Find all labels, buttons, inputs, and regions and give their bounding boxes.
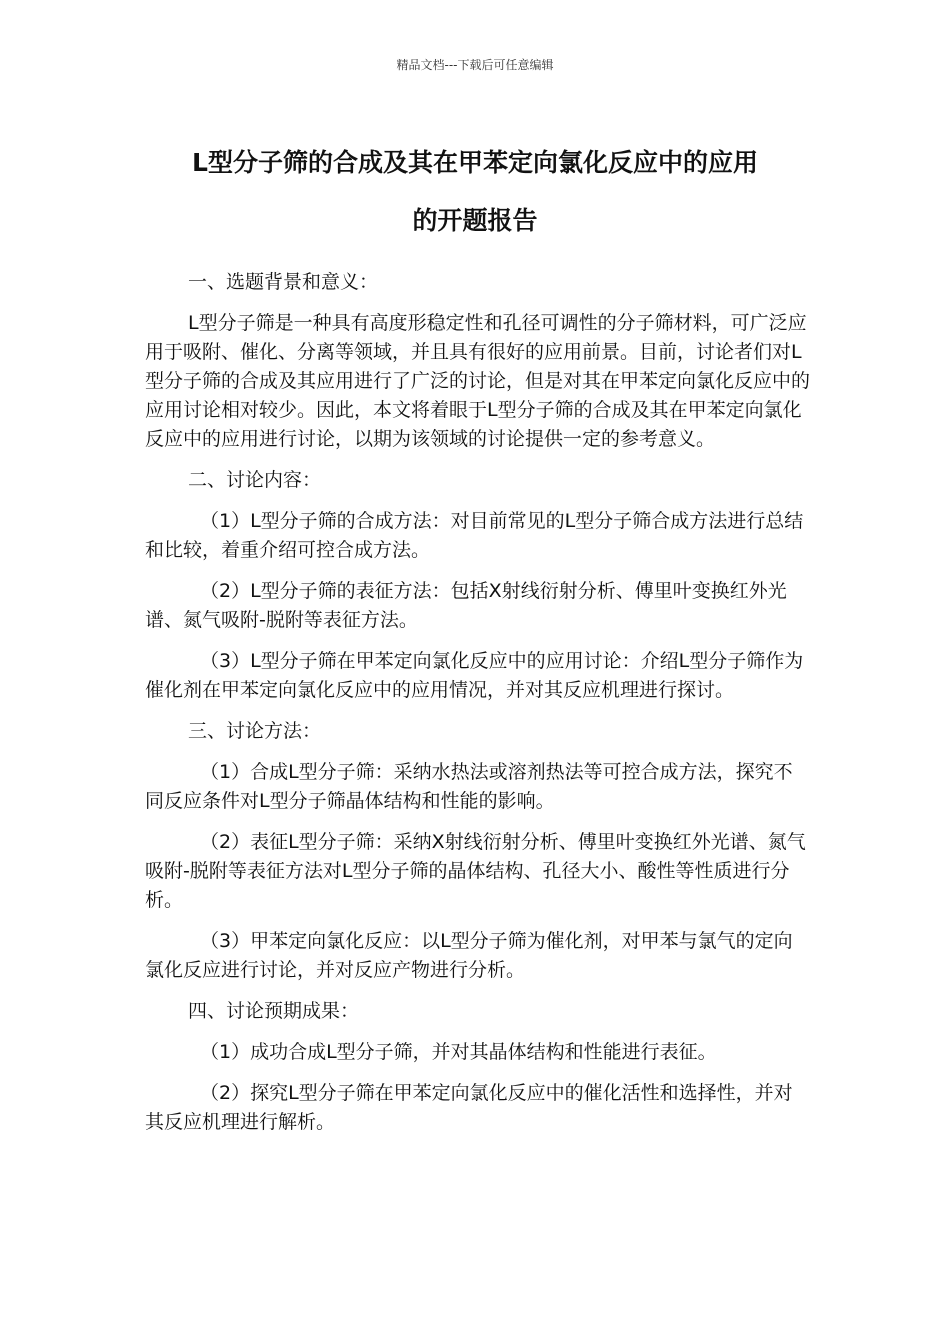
section-3-item-3: （3）甲苯定向氯化反应：以L型分子筛为催化剂，对甲苯与氯气的定向氯化反应进行讨论，并对反应产物进行分析。 [145, 930, 793, 981]
section-2-item-1: （1）L型分子筛的合成方法：对目前常见的L型分子筛合成方法进行总结和比较，着重介绍可控合成方法。 [145, 510, 804, 561]
section-1-heading: 一、选题背景和意义： [188, 271, 379, 293]
section-2-item-2: （2）L型分子筛的表征方法：包括X射线衍射分析、傅里叶变换红外光谱、氮气吸附-脱附等表征方法。 [145, 580, 787, 631]
section-4-heading: 四、讨论预期成果： [188, 1000, 360, 1022]
section-3-heading: 三、讨论方法： [188, 720, 322, 742]
section-2-heading: 二、讨论内容： [188, 469, 322, 491]
page-header: 精品文档---下载后可任意编辑 [396, 58, 554, 72]
section-4-item-2: （2）探究L型分子筛在甲苯定向氯化反应中的催化活性和选择性，并对其反应机理进行解析。 [145, 1082, 793, 1133]
section-2-item-3: （3）L型分子筛在甲苯定向氯化反应中的应用讨论：介绍L型分子筛作为催化剂在甲苯定向氯化反应中的应用情况，并对其反应机理进行探讨。 [145, 650, 804, 701]
section-1-paragraph: L型分子筛是一种具有高度形稳定性和孔径可调性的分子筛材料，可广泛应用于吸附、催化、分离等领域，并且具有很好的应用前景。目前，讨论者们对L型分子筛的合成及其应用进行了广泛的讨论，但是对其在甲苯定向氯化反应中的应用讨论相对较少。因此，本文将着眼于L型分子筛的合成及其在甲苯定向氯化反应中的应用进行讨论，以期为该领域的讨论提供一定的参考意义。 [145, 312, 811, 450]
document-title [100, 134, 850, 250]
section-4-item-1: （1）成功合成L型分子筛，并对其晶体结构和性能进行表征。 [200, 1041, 717, 1063]
document-body [145, 268, 810, 1149]
title-line-2: 的开题报告 [412, 206, 538, 235]
title-line-1: L型分子筛的合成及其在甲苯定向氯化反应中的应用 [192, 148, 758, 177]
section-3-item-2: （2）表征L型分子筛：采纳X射线衍射分析、傅里叶变换红外光谱、氮气吸附-脱附等表征方法对L型分子筛的晶体结构、孔径大小、酸性等性质进行分析。 [145, 831, 806, 911]
section-3-item-1: （1）合成L型分子筛：采纳水热法或溶剂热法等可控合成方法，探究不同反应条件对L型分子筛晶体结构和性能的影响。 [145, 761, 793, 812]
